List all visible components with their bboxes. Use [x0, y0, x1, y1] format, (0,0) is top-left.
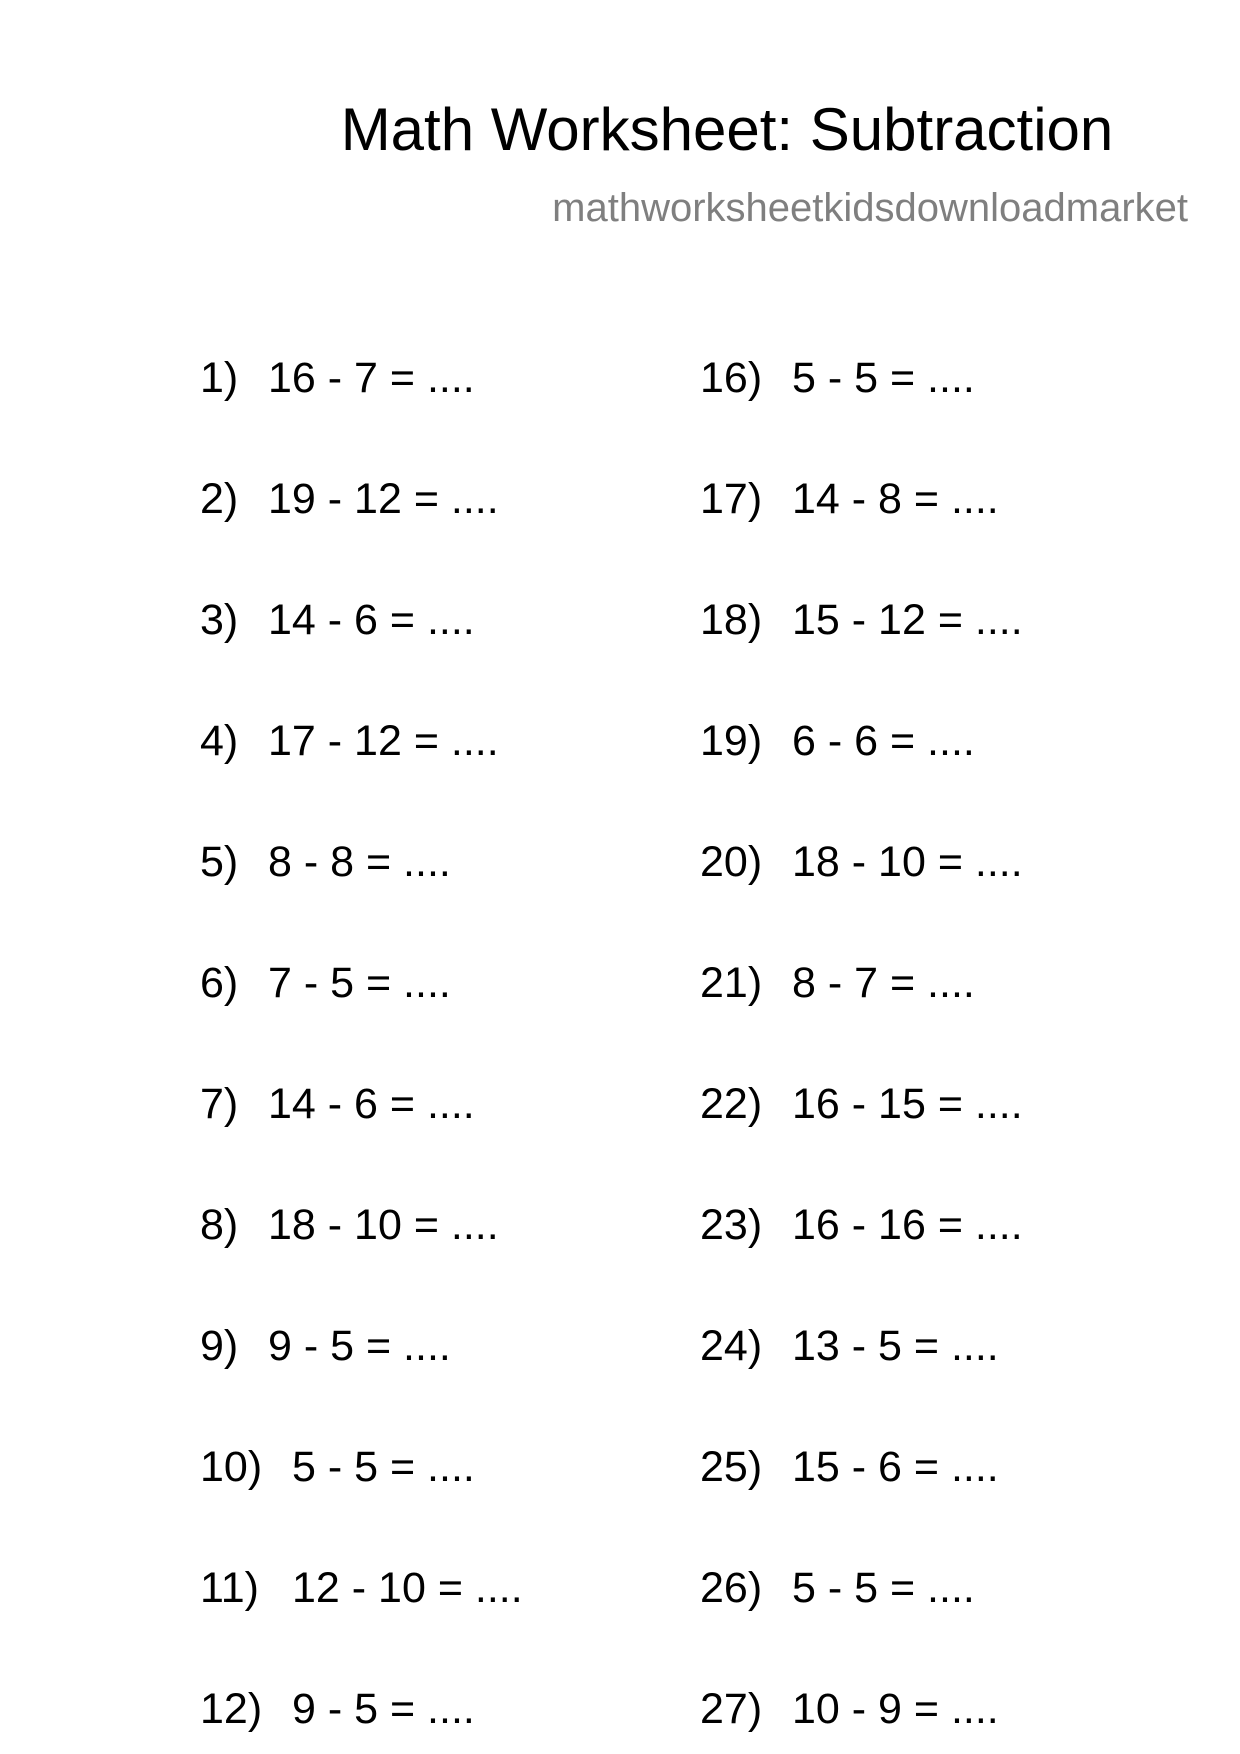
problem-item — [700, 1078, 1023, 1130]
problem-expression: 6 - 6 = .... — [792, 717, 975, 765]
problem-item — [700, 1562, 975, 1614]
problem-item — [200, 1562, 523, 1614]
problem-expression: 14 - 8 = .... — [792, 475, 999, 523]
problem-expression: 16 - 7 = .... — [268, 354, 475, 402]
problem-number: 19) — [700, 717, 763, 765]
problem-expression: 9 - 5 = .... — [268, 1322, 451, 1370]
problem-number: 21) — [700, 959, 763, 1007]
problem-expression: 5 - 5 = .... — [792, 1564, 975, 1612]
problem-expression: 16 - 16 = .... — [792, 1201, 1023, 1249]
problem-expression: 14 - 6 = .... — [268, 596, 475, 644]
worksheet-title: Math Worksheet: Subtraction — [340, 96, 1114, 163]
problem-item — [700, 1199, 1023, 1251]
problem-item — [200, 1441, 475, 1493]
problem-item — [700, 1683, 999, 1735]
problem-number: 7) — [200, 1080, 239, 1128]
site-name: mathworksheetkidsdownloadmarket — [552, 186, 1188, 230]
problem-expression: 8 - 7 = .... — [792, 959, 975, 1007]
problem-item — [200, 594, 475, 646]
problem-item — [700, 957, 975, 1009]
problem-expression: 13 - 5 = .... — [792, 1322, 999, 1370]
problem-number: 26) — [700, 1564, 763, 1612]
problem-item — [200, 715, 499, 767]
problem-number: 23) — [700, 1201, 763, 1249]
problem-number: 4) — [200, 717, 239, 765]
problem-expression: 17 - 12 = .... — [268, 717, 499, 765]
problem-item — [200, 836, 451, 888]
problem-number: 24) — [700, 1322, 763, 1370]
problem-expression: 9 - 5 = .... — [292, 1685, 475, 1733]
problem-item — [700, 715, 975, 767]
problem-expression: 10 - 9 = .... — [792, 1685, 999, 1733]
problem-item — [200, 1078, 475, 1130]
problem-number: 17) — [700, 475, 763, 523]
problem-expression: 8 - 8 = .... — [268, 838, 451, 886]
problem-expression: 5 - 5 = .... — [292, 1443, 475, 1491]
problem-item — [700, 594, 1023, 646]
problem-expression: 14 - 6 = .... — [268, 1080, 475, 1128]
problem-expression: 18 - 10 = .... — [792, 838, 1023, 886]
problem-expression: 12 - 10 = .... — [292, 1564, 523, 1612]
problem-number: 20) — [700, 838, 763, 886]
problem-number: 16) — [700, 354, 763, 402]
problem-expression: 5 - 5 = .... — [792, 354, 975, 402]
problem-number: 1) — [200, 354, 239, 402]
problem-number: 5) — [200, 838, 239, 886]
problem-number: 8) — [200, 1201, 239, 1249]
problem-expression: 15 - 12 = .... — [792, 596, 1023, 644]
problem-expression: 7 - 5 = .... — [268, 959, 451, 1007]
problem-item — [200, 1199, 499, 1251]
problem-item — [200, 1683, 475, 1735]
problem-item — [700, 836, 1023, 888]
problem-number: 10) — [200, 1443, 263, 1491]
problem-expression: 16 - 15 = .... — [792, 1080, 1023, 1128]
problem-item — [700, 473, 999, 525]
problem-item — [200, 1320, 451, 1372]
problem-item — [200, 957, 451, 1009]
problem-item — [200, 473, 499, 525]
problem-item — [700, 1441, 999, 1493]
problem-item — [700, 352, 975, 404]
problem-number: 9) — [200, 1322, 239, 1370]
problem-number: 3) — [200, 596, 239, 644]
problem-item — [200, 352, 475, 404]
problem-number: 12) — [200, 1685, 263, 1733]
problem-number: 2) — [200, 475, 239, 523]
problem-number: 27) — [700, 1685, 763, 1733]
problem-number: 25) — [700, 1443, 763, 1491]
problem-item — [700, 1320, 999, 1372]
problem-expression: 19 - 12 = .... — [268, 475, 499, 523]
problem-number: 11) — [200, 1564, 259, 1612]
problem-expression: 18 - 10 = .... — [268, 1201, 499, 1249]
problem-number: 6) — [200, 959, 239, 1007]
problem-number: 22) — [700, 1080, 763, 1128]
problem-number: 18) — [700, 596, 763, 644]
problem-expression: 15 - 6 = .... — [792, 1443, 999, 1491]
